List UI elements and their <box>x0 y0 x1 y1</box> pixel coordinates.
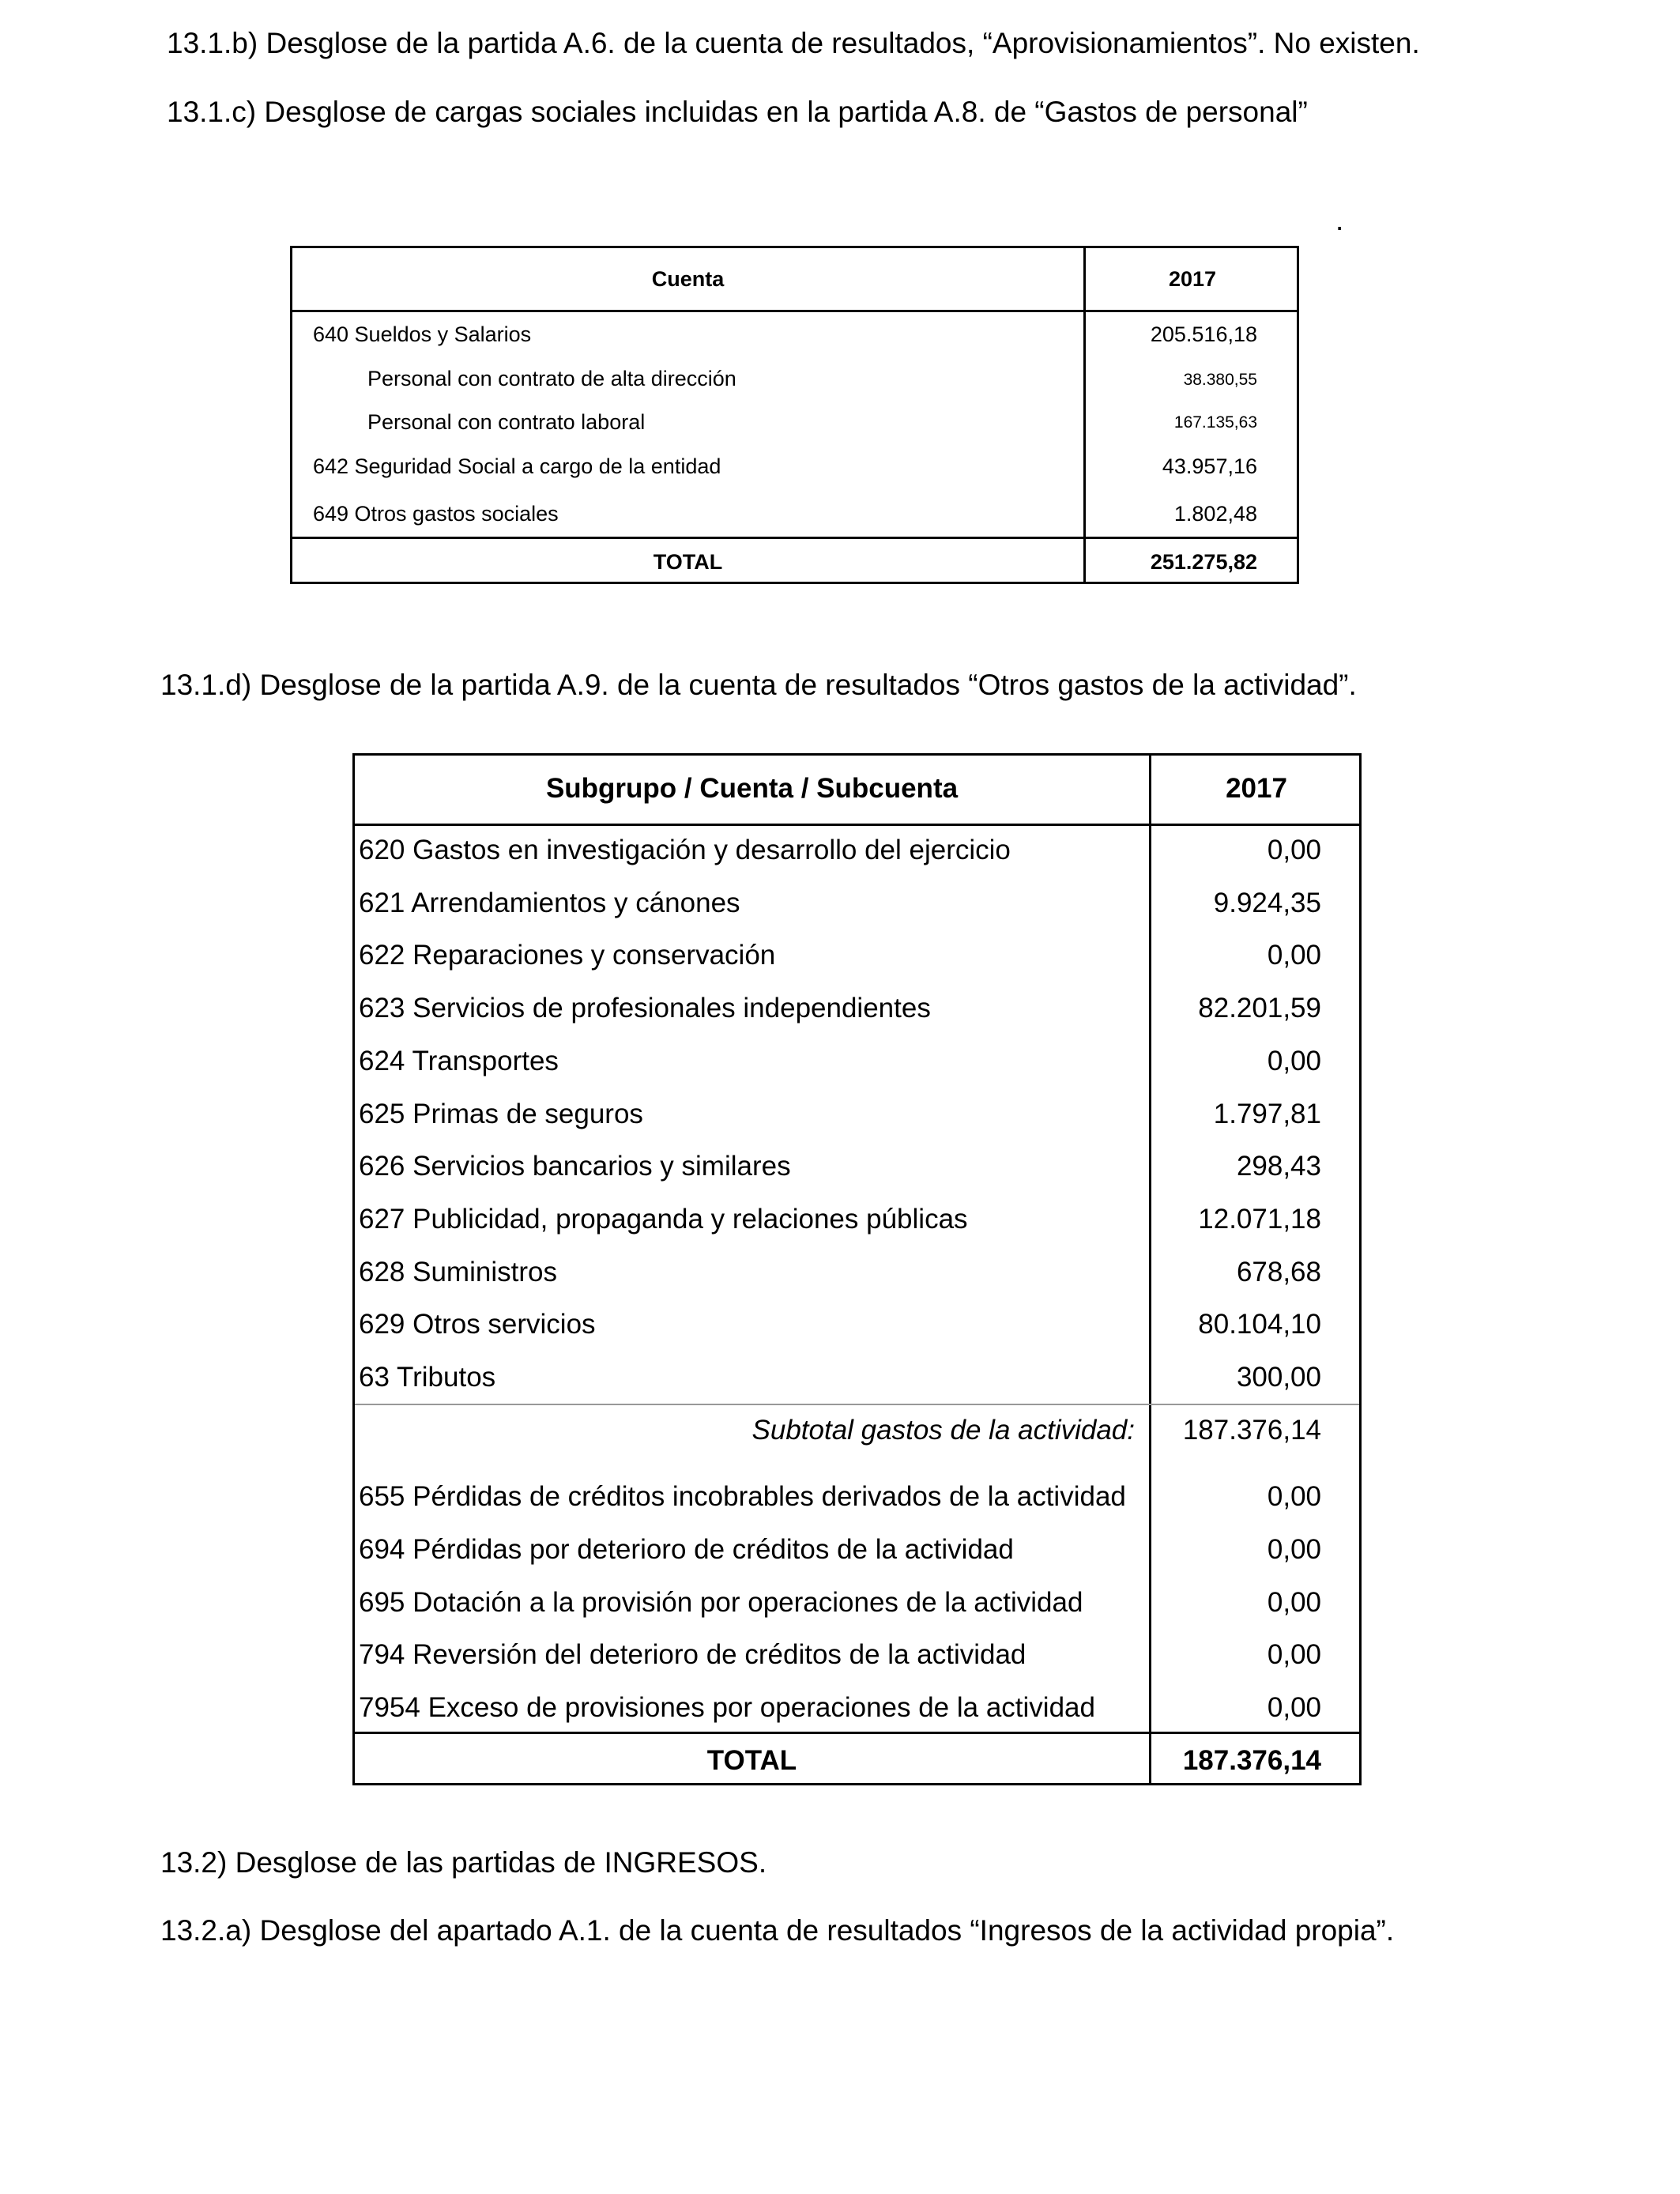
table-row-label: 621 Arrendamientos y cánones <box>359 888 740 918</box>
table-row-value: 0,00 <box>1267 1534 1321 1565</box>
other-expenses-table <box>352 753 1362 1785</box>
table-row-value: 1.797,81 <box>1213 1099 1321 1129</box>
table-row-label: 655 Pérdidas de créditos incobrables derivados de la actividad <box>359 1481 1126 1512</box>
table-row-label: 627 Publicidad, propaganda y relaciones públicas <box>359 1204 968 1235</box>
table-row-value: 0,00 <box>1267 1639 1321 1670</box>
table-row-value: 12.071,18 <box>1198 1204 1321 1235</box>
header-subgrupo: Subgrupo / Cuenta / Subcuenta <box>545 773 959 804</box>
total-value: 251.275,82 <box>1150 550 1257 574</box>
column-divider <box>1083 248 1086 582</box>
subtotal-value: 187.376,14 <box>1182 1415 1321 1446</box>
table-row-label: Personal con contrato laboral <box>367 410 646 434</box>
table-row-value: 1.802,48 <box>1173 502 1257 526</box>
total-divider <box>355 1732 1359 1734</box>
table-row-value: 298,43 <box>1236 1151 1321 1182</box>
paragraph-13-1-b: 13.1.b) Desglose de la partida A.6. de la cuenta de resultados, “Aprovisionamientos”. No existen. <box>167 27 1420 59</box>
total-label: TOTAL <box>706 1745 797 1776</box>
table-row-label: 695 Dotación a la provisión por operaciones de la actividad <box>359 1587 1083 1618</box>
table-row-value: 167.135,63 <box>1173 413 1257 432</box>
table-row-value: 82.201,59 <box>1198 993 1321 1023</box>
subtotal-divider-right <box>1149 1404 1359 1405</box>
table-row-value: 300,00 <box>1236 1362 1321 1393</box>
personnel-expenses-table <box>290 246 1299 584</box>
table-row-value: 0,00 <box>1267 1046 1321 1076</box>
table-row-value: 43.957,16 <box>1162 454 1257 478</box>
total-label: TOTAL <box>653 550 723 574</box>
table-row-value: 0,00 <box>1267 940 1321 971</box>
table-row-label: 63 Tributos <box>359 1362 496 1393</box>
table-row-label: 629 Otros servicios <box>359 1309 596 1340</box>
table-row-label: 626 Servicios bancarios y similares <box>359 1151 791 1182</box>
table-row-value: 678,68 <box>1236 1257 1321 1287</box>
table-row-label: 628 Suministros <box>359 1257 557 1287</box>
paragraph-13-2-a: 13.2.a) Desglose del apartado A.1. de la cuenta de resultados “Ingresos de la actividad propia”. <box>160 1914 1395 1947</box>
table-row-label: 794 Reversión del deterioro de créditos de la actividad <box>359 1639 1026 1670</box>
table-row-label: Personal con contrato de alta dirección <box>367 367 736 390</box>
table-row-label: 625 Primas de seguros <box>359 1099 643 1129</box>
table-row-value: 0,00 <box>1267 1587 1321 1618</box>
total-divider <box>292 537 1297 539</box>
table-row-value: 9.924,35 <box>1213 888 1321 918</box>
header-cuenta: Cuenta <box>651 267 725 291</box>
total-value: 187.376,14 <box>1182 1745 1321 1776</box>
header-year: 2017 <box>1168 267 1217 291</box>
table-row-label: 623 Servicios de profesionales independientes <box>359 993 931 1023</box>
table-row-value: 0,00 <box>1267 1692 1321 1723</box>
table-row-value: 0,00 <box>1267 835 1321 865</box>
table-row-label: 640 Sueldos y Salarios <box>313 322 532 346</box>
table-row-label: 694 Pérdidas por deterioro de créditos de la actividad <box>359 1534 1014 1565</box>
table-row-label: 624 Transportes <box>359 1046 559 1076</box>
table-row-label: 642 Seguridad Social a cargo de la entidad <box>313 454 721 478</box>
column-divider <box>1149 756 1151 1783</box>
paragraph-13-2: 13.2) Desglose de las partidas de INGRESOS. <box>160 1846 767 1879</box>
table-row-label: 649 Otros gastos sociales <box>313 502 559 526</box>
table-row-label: 7954 Exceso de provisiones por operaciones de la actividad <box>359 1692 1095 1723</box>
table-row-value: 38.380,55 <box>1183 371 1257 389</box>
table-row-value: 0,00 <box>1267 1481 1321 1512</box>
header-year: 2017 <box>1226 773 1287 804</box>
paragraph-13-1-c: 13.1.c) Desglose de cargas sociales incluidas en la partida A.8. de “Gastos de personal” <box>167 96 1308 128</box>
table-row-value: 205.516,18 <box>1150 322 1257 346</box>
subtotal-label: Subtotal gastos de la actividad: <box>751 1415 1135 1446</box>
table-row-value: 80.104,10 <box>1198 1309 1321 1340</box>
subtotal-divider <box>355 1404 1149 1405</box>
stray-dot: . <box>1335 204 1344 236</box>
table-row-label: 622 Reparaciones y conservación <box>359 940 776 971</box>
table-row-label: 620 Gastos en investigación y desarrollo del ejercicio <box>359 835 1011 865</box>
paragraph-13-1-d: 13.1.d) Desglose de la partida A.9. de la cuenta de resultados “Otros gastos de la actividad”. <box>160 669 1357 701</box>
